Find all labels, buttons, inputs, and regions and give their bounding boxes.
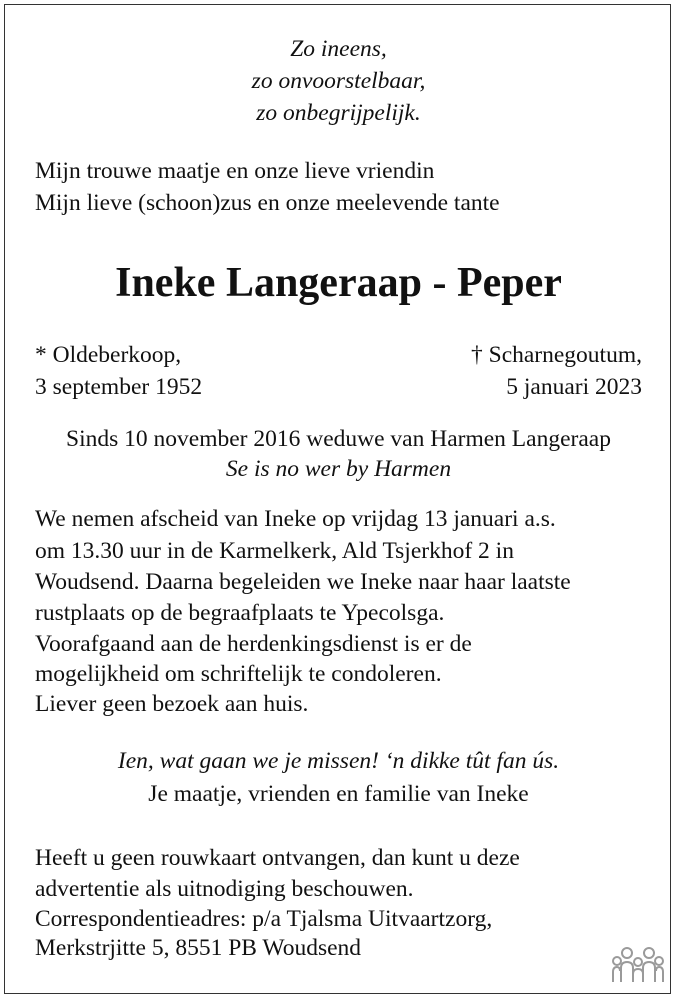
farewell-line-7: Liever geen bezoek aan huis.: [35, 691, 309, 717]
poem-line-3: zo onbegrijpelijk.: [256, 100, 421, 126]
widow-line: Sinds 10 november 2016 weduwe van Harmen Langeraap: [66, 426, 611, 452]
signature: Je maatje, vrienden en familie van Ineke: [148, 781, 529, 807]
notice-line-3: Correspondentieadres: p/a Tjalsma Uitvaartzorg,: [35, 906, 493, 932]
farewell-line-6: mogelijkheid om schriftelijk te condoleren.: [35, 661, 442, 687]
notice-line-1: Heeft u geen rouwkaart ontvangen, dan kunt u deze: [35, 845, 520, 871]
birth-place: * Oldeberkoop,: [35, 342, 182, 368]
widow-quote: Se is no wer by Harmen: [225, 456, 452, 482]
intro-line-2: Mijn lieve (schoon)zus en onze meelevende tante: [35, 190, 500, 216]
farewell-line-1: We nemen afscheid van Ineke op vrijdag 13 januari a.s.: [35, 506, 556, 532]
intro-line-1: Mijn trouwe maatje en onze lieve vriendin: [35, 158, 435, 184]
notice-line-2: advertentie als uitnodiging beschouwen.: [35, 876, 414, 902]
poem-line-2: zo onvoorstelbaar,: [251, 68, 426, 94]
closing-quote: Ien, wat gaan we je missen! ‘n dikke tût fan ús.: [117, 748, 560, 774]
poem-line-1: Zo ineens,: [290, 36, 387, 62]
farewell-line-2: om 13.30 uur in de Karmelkerk, Ald Tsjerkhof 2 in: [35, 538, 514, 564]
death-place: † Scharnegoutum,: [471, 342, 642, 368]
farewell-line-5: Voorafgaand aan de herdenkingsdienst is er de: [35, 631, 472, 657]
death-date: 5 januari 2023: [506, 374, 642, 400]
farewell-line-3: Woudsend. Daarna begeleiden we Ineke naar haar laatste: [35, 569, 571, 595]
deceased-name: Ineke Langeraap - Peper: [115, 260, 562, 306]
farewell-line-4: rustplaats op de begraafplaats te Ypecolsga.: [35, 600, 445, 626]
birth-date: 3 september 1952: [35, 374, 203, 400]
notice-line-4: Merkstrjitte 5, 8551 PB Woudsend: [35, 935, 362, 961]
people-group-icon: [612, 944, 664, 984]
